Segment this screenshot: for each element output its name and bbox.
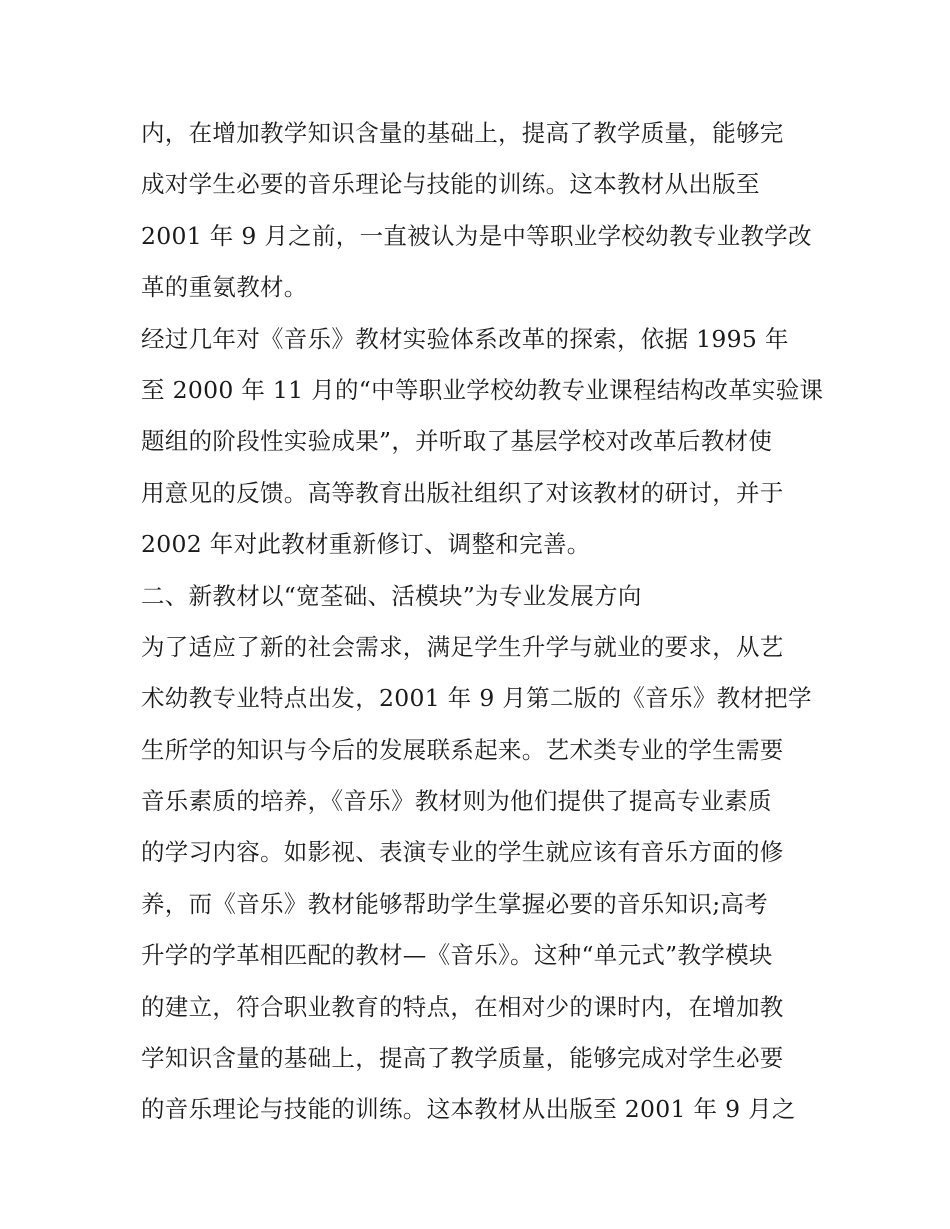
- text-line: 的学习内容。如影视、表演专业的学生就应该有音乐方面的修: [141, 838, 784, 867]
- text-line: 术幼教专业特点出发，2001 年 9 月第二版的《音乐》教材把学: [141, 684, 812, 713]
- text-line: 学知识含量的基础上，提高了教学质量，能够完成对学生必要: [141, 1044, 784, 1073]
- text-line: 养，而《音乐》教材能够帮助学生掌握必要的音乐知识;高考: [141, 889, 769, 918]
- text-line: 2001 年 9 月之前，一直被认为是中等职业学校幼教专业教学改: [141, 221, 812, 250]
- text-line: 经过几年对《音乐》教材实验体系改革的探索，依据 1995 年: [141, 324, 789, 353]
- text-line: 的音乐理论与技能的训练。这本教材从出版至 2001 年 9 月之: [141, 1095, 796, 1124]
- text-line: 内，在增加教学知识含量的基础上，提高了教学质量，能够完: [141, 119, 784, 147]
- text-line: 的建立，符合职业教育的特点，在相对少的课时内，在增加教: [141, 992, 784, 1021]
- section-heading: 二、新教材以“宽荃础、活模块”为专业发展方向: [141, 581, 642, 610]
- text-line: 音乐素质的培养，《音乐》教材则为他们提供了提高专业素质: [141, 787, 772, 816]
- text-line: 用意见的反馈。高等教育出版社组织了对该教材的研讨，并于: [141, 478, 784, 507]
- text-line: 题组的阶段性实验成果”，并听取了基层学校对改革后教材使: [141, 427, 773, 456]
- text-line: 升学的学革相匹配的教材—《音乐》。这种“单元式”教学模块: [141, 941, 773, 970]
- text-line: 成对学生必要的音乐理论与技能的训练。这本教材从出版至: [141, 170, 760, 199]
- text-line: 为了适应了新的社会需求，满足学生升学与就业的要求，从艺: [141, 632, 784, 661]
- text-line: 2002 年对此教材重新修订、调整和完善。: [141, 530, 591, 559]
- text-line: 至 2000 年 11 月的“中等职业学校幼教专业课程结构改革实验课: [141, 375, 824, 404]
- text-line: 革的重氨教材。: [141, 273, 308, 302]
- text-line: 生所学的知识与今后的发展联系起来。艺术类专业的学生需要: [141, 735, 784, 764]
